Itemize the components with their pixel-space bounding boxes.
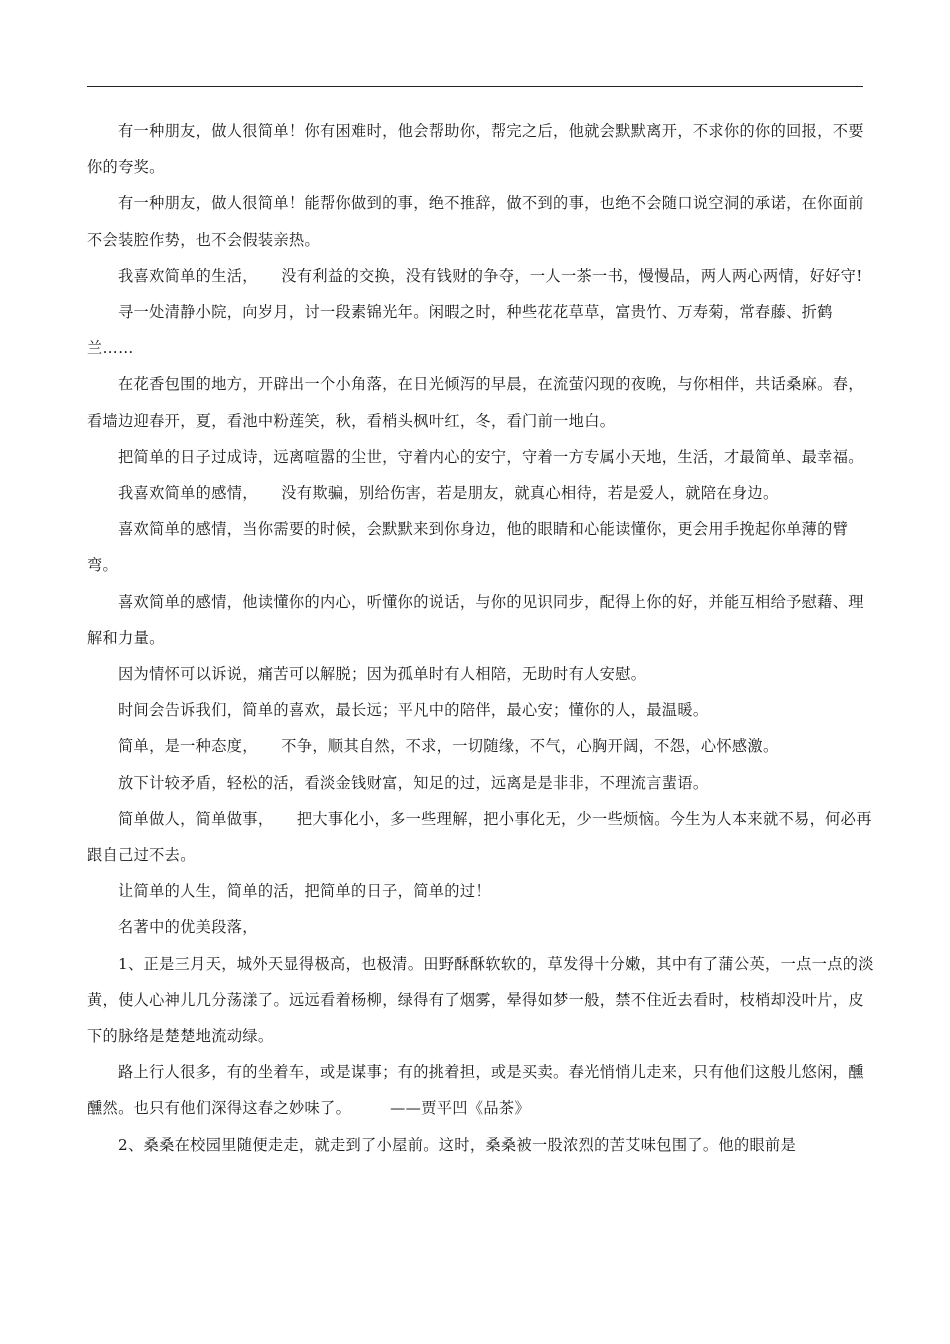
paragraph: 简单，是一种态度， 不争，顺其自然，不求，一切随缘，不气，心胸开阔，不怨，心怀感激。 [118, 737, 779, 756]
paragraph: 喜欢简单的感情，当你需要的时候，会默默来到你身边，他的眼睛和心能读懂你，更会用手挽起你单薄的臂弯。 [87, 520, 849, 575]
paragraph: 寻一处清静小院，向岁月，讨一段素锦光年。闲暇之时，种些花花草草，富贵竹、万寿菊，常春藤、折鹤兰…… [87, 303, 833, 358]
header-rule [87, 86, 863, 87]
section-heading: 名著中的优美段落， [118, 918, 258, 937]
paragraph: 1、正是三月天，城外天显得极高，也极清。田野酥酥软软的，草发得十分嫩，其中有了蒲公英，一点一点的淡黄，使人心神儿几分荡漾了。远远看着杨柳，绿得有了烟雾，晕得如梦一般，禁不住近去看时，枝梢却没叶片，皮下的脉络是楚楚地流动绿。 [87, 954, 874, 1046]
paragraph: 放下计较矛盾，轻松的活，看淡金钱财富，知足的过，远离是是非非，不理流言蜚语。 [118, 773, 709, 792]
paragraph: 喜欢简单的感情，他读懂你的内心，听懂你的说话，与你的见识同步，配得上你的好，并能互相给予慰藉、理解和力量。 [87, 592, 864, 647]
paragraph: 我喜欢简单的感情， 没有欺骗，别给伤害，若是朋友，就真心相待，若是爱人，就陪在身边。 [118, 484, 779, 503]
paragraph: 我喜欢简单的生活， 没有利益的交换，没有钱财的争夺，一人一茶一书，慢慢品，两人两心两情，好好守! [118, 266, 863, 285]
paragraph: 路上行人很多，有的坐着车，或是谋事；有的挑着担，或是买卖。春光悄悄儿走来，只有他们这般儿悠闲，醺醺然。也只有他们深得这春之妙味了。 ——贾平凹《品茶》 [87, 1063, 864, 1118]
paragraph: 简单做人，简单做事， 把大事化小，多一些理解，把小事化无，少一些烦恼。今生为人本来就不易，何必再跟自己过不去。 [87, 809, 872, 865]
paragraph: 有一种朋友，做人很简单！你有困难时，他会帮助你，帮完之后，他就会默默离开，不求你的你的回报，不要你的夸奖。 [87, 122, 864, 177]
document-body [87, 113, 876, 1163]
paragraph: 让简单的人生，简单的活，把简单的日子，简单的过！ [118, 882, 491, 901]
paragraph: 把简单的日子过成诗，远离喧嚣的尘世，守着内心的安宁，守着一方专属小天地，生活，才最简单、最幸福。 [118, 447, 864, 466]
paragraph: 2、桑桑在校园里随便走走，就走到了小屋前。这时，桑桑被一股浓烈的苦艾味包围了。他的眼前是 [118, 1135, 797, 1154]
paragraph: 因为情怀可以诉说，痛苦可以解脱；因为孤单时有人相陪，无助时有人安慰。 [118, 665, 647, 684]
paragraph: 时间会告诉我们，简单的喜欢，最长远；平凡中的陪伴，最心安；懂你的人，最温暖。 [118, 701, 709, 720]
paragraph: 在花香包围的地方，开辟出一个小角落，在日光倾泻的早晨，在流萤闪现的夜晚，与你相伴，共话桑麻。春，看墙边迎春开，夏，看池中粉莲笑，秋，看梢头枫叶红，冬，看门前一地白。 [87, 375, 864, 430]
paragraph: 有一种朋友，做人很简单！能帮你做到的事，绝不推辞，做不到的事，也绝不会随口说空洞的承诺，在你面前不会装腔作势，也不会假装亲热。 [87, 194, 864, 249]
